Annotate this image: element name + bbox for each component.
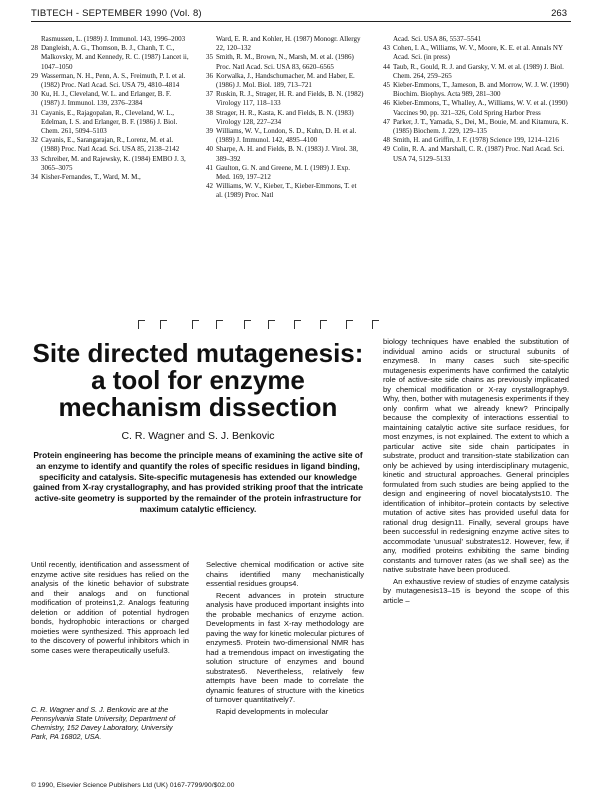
reference-text: Ku, H. J., Cleveland, W. L. and Erlanger, B. F. (1987) J. Immunol. 139, 2376–2384 xyxy=(41,90,172,108)
reference-text: Wasserman, N. H., Penn, A. S., Freimuth, P. I. et al. (1982) Proc. Natl Acad. Sci. USA 79, 4810–4814 xyxy=(41,71,186,90)
reference-text: Cohen, I. A., Williams, W. V., Moore, K. E. et al. Annals NY Acad. Sci. (in press) xyxy=(393,44,563,62)
reference-text: Cayanis, E., Rajagopalan, R., Cleveland, W. L., Edelman, I. S. and Erlanger, B. F. (1986) J. Biol. Chem. 261, 5094–5103 xyxy=(41,108,178,136)
reference-item xyxy=(31,72,189,90)
article-title: Site directed mutagenesis: a tool for enzyme mechanism dissection xyxy=(32,338,364,422)
reference-number: 32 xyxy=(31,136,38,145)
reference-text: Smith, H. and Griffin, J. F. (1978) Science 199, 1214–1216 xyxy=(393,136,559,145)
body-column-3 xyxy=(383,337,569,607)
reference-item xyxy=(31,155,189,173)
reference-item xyxy=(383,44,569,62)
journal-name: TIBTECH - SEPTEMBER 1990 (Vol. 8) xyxy=(31,8,202,19)
reference-text: Colin, R. A. and Marshall, C. R. (1987) Proc. Natl Acad. Sci. USA 74, 5129–5133 xyxy=(393,145,565,163)
reference-number: 36 xyxy=(206,71,213,80)
reference-text: Ward, E. R. and Kohler, H. (1987) Monogr. Allergy 22, 120–132 xyxy=(216,35,361,53)
reference-text: Rasmussen, L. (1989) J. Immunol. 143, 1996–2003 xyxy=(41,35,186,43)
page-number: 263 xyxy=(551,8,567,19)
body-column-2 xyxy=(206,560,364,718)
author-affiliation: C. R. Wagner and S. J. Benkovic are at the Pennsylvania State University, Department of Chemistry, 152 Davey Laboratory, University Park, PA 16802, USA. xyxy=(31,705,176,741)
reference-item xyxy=(206,53,364,71)
reference-item xyxy=(383,145,569,163)
body-paragraph: biology techniques have enabled the substitution of individual amino acids or structural subunits of enzymes8. In many cases such site-specific mutagenesis experiments have confirmed the catalytic role of active-site side chains as previously implicated by chemical modification or X-ray crystallography9. Why, then, bother with mutagenesis experiments if they only confirm what we already knew? Principally because the complexity of interactions essential to maintaining catalytic active site surface residues, for most enzymes, is not explained. The extent to which a particular active site side chain participates in substrate, product and transition-state stabilization can only be achieved by using interdisciplinary mutagenic, kinetic and structural approaches. General principles formulated from such studies are being applied to the design and engineering of novel biocatalysts10. The identification of inhibitor–protein contacts by selective mutation of active sites has provided useful data for rational drug design11. Finally, several groups have been successful in redesigning enzyme active sites to accommodate 'unusual' substrates12. However, few, if any, modified proteins exhibiting the same binding constants and turnover rates (as we shall see) as the native substrate have been produced. xyxy=(383,337,569,574)
section-divider-ticks xyxy=(138,320,438,330)
body-paragraph: Rapid developments in molecular xyxy=(216,706,329,716)
reference-item xyxy=(206,35,364,53)
body-paragraph: Selective chemical modification or active site chains identified many mechanistically essential residues groups4. xyxy=(206,560,364,588)
body-column-1 xyxy=(31,560,189,657)
reference-item xyxy=(206,145,364,163)
reference-text: Sharpe, A. H. and Fields, B. N. (1983) J. Virol. 38, 389–392 xyxy=(216,145,358,163)
reference-item xyxy=(206,164,364,182)
reference-text: Williams, W. V., Kieber, T., Kieber-Emmons, T. et al. (1989) Proc. Natl xyxy=(216,182,357,200)
reference-item xyxy=(31,35,189,44)
reference-item xyxy=(31,136,189,154)
body-paragraph: An exhaustive review of studies of enzyme catalysis by mutagenesis13–15 is beyond the scope of this article – xyxy=(383,576,569,605)
reference-text: Strager, H. R., Kasta, K. and Fields, B. N. (1983) Virology 128, 227–234 xyxy=(216,108,354,126)
reference-item xyxy=(31,44,189,72)
reference-number: 44 xyxy=(383,62,390,71)
reference-item xyxy=(383,81,569,99)
reference-item xyxy=(206,90,364,108)
reference-item xyxy=(383,35,569,44)
reference-number: 34 xyxy=(31,173,38,182)
reference-text: Kieber-Emmons, T., Whalley, A., Williams, W. V. et al. (1990) Vaccines 90, pp. 321–326, Cold Spring Harbor Press xyxy=(393,99,568,117)
reference-item xyxy=(206,182,364,200)
reference-text: Schreiber, M. and Rajewsky, K. (1984) EMBO J. 3, 3065–3075 xyxy=(41,154,186,172)
reference-number: 45 xyxy=(383,81,390,90)
reference-text: Taub, R., Gould, R. J. and Garsky, V. M. et al. (1989) J. Biol. Chem. 264, 259–265 xyxy=(393,62,564,80)
header-rule xyxy=(31,21,571,22)
reference-number: 28 xyxy=(31,44,38,53)
reference-text: Acad. Sci. USA 86, 5537–5541 xyxy=(393,35,482,43)
reference-number: 33 xyxy=(31,154,38,163)
reference-text: Parker, J. T., Yamada, S., Dei, M., Bouie, M. and Kitamura, K. (1985) Biochem. J. 229, 129–135 xyxy=(393,117,569,136)
reference-item xyxy=(383,63,569,81)
reference-text: Williams, W. V., London, S. D., Kuhn, D. H. et al. (1989) J. Immunol. 142, 4895–4100 xyxy=(216,127,357,145)
reference-text: Kisher-Fernandes, T., Ward, M. M., xyxy=(41,173,141,182)
reference-number: 41 xyxy=(206,163,213,172)
reference-number: 48 xyxy=(383,136,390,145)
reference-number: 49 xyxy=(383,145,390,154)
reference-column-3 xyxy=(383,35,569,164)
reference-text: Kieber-Emmons, T., Jameson, B. and Morrow, W. J. W. (1990) Biochim. Biophys. Acta 989, 281–300 xyxy=(393,81,569,99)
reference-number: 43 xyxy=(383,44,390,53)
reference-number: 47 xyxy=(383,117,390,126)
reference-item xyxy=(383,99,569,117)
reference-item xyxy=(206,127,364,145)
reference-item xyxy=(31,90,189,108)
copyright-footer: © 1990, Elsevier Science Publishers Ltd (UK) 0167-7799/90/$02.00 xyxy=(31,782,235,789)
reference-text: Korwalka, J., Handschumacher, M. and Haber, E. (1986) J. Mol. Biol. 189, 713–721 xyxy=(216,71,355,90)
article-abstract: Protein engineering has become the principle means of examining the active site of an enzyme to identify and quantify the roles of specific residues in ligand binding, specificity and catalysis. Site-specific mutagenesis has extended our knowledge gained from X-ray crystallography, and has provided striking proof that the intricate active-site geometry is supported by the remainder of the protein infrastructure for maximum catalytic efficiency. xyxy=(33,450,363,514)
reference-item xyxy=(206,109,364,127)
reference-number: 29 xyxy=(31,71,38,80)
reference-number: 46 xyxy=(383,99,390,108)
reference-text: Smith, R. M., Brown, N., Marsh, M. et al. (1986) Proc. Natl Acad. Sci. USA 83, 6620–6565 xyxy=(216,53,354,71)
article-authors: C. R. Wagner and S. J. Benkovic xyxy=(121,430,275,442)
reference-text: Cayanis, E., Sarangarajan, R., Lorenz, M. et al. (1988) Proc. Natl Acad. Sci. USA 85, 2138–2142 xyxy=(41,136,180,154)
reference-item xyxy=(383,118,569,136)
reference-text: Dangleish, A. G., Thomson, B. J., Chanh, T. C., Malkovsky, M. and Kennedy, R. C. (1987) Lancet ii, 1047–1050 xyxy=(41,44,189,71)
reference-item xyxy=(31,173,189,182)
reference-number: 31 xyxy=(31,108,38,117)
reference-number: 35 xyxy=(206,53,213,62)
reference-column-1 xyxy=(31,35,189,182)
reference-item xyxy=(206,72,364,90)
reference-number: 30 xyxy=(31,90,38,99)
reference-number: 37 xyxy=(206,90,213,99)
reference-number: 42 xyxy=(206,182,213,191)
reference-text: Ruskin, R. J., Strager, H. R. and Fields, B. N. (1982) Virology 117, 118–133 xyxy=(216,90,364,108)
body-paragraph: Until recently, identification and assessment of enzyme active site residues has relied on the analysis of the kinetic behavior of substrate and their analogs and on functional modification of proteins1,2. Analogs featuring deletion or addition of potential hydrogen bonds, hydrophobic interactions or charged moieties were synthesized. This approach led to the discovery of powerful inhibitors which in some cases were therapeutically useful3. xyxy=(31,560,189,655)
reference-item xyxy=(383,136,569,145)
reference-item xyxy=(31,109,189,137)
reference-number: 39 xyxy=(206,127,213,136)
reference-number: 38 xyxy=(206,108,213,117)
reference-text: Gaulton, G. N. and Greene, M. I. (1989) J. Exp. Med. 169, 197–212 xyxy=(216,163,350,182)
body-paragraph: Recent advances in protein structure analysis have produced important insights into the probable mechanics of enzyme action. Developments in fast X-ray methodology are paving the way for kinetic molecular pictures of enzymes5. Protein two-dimensional NMR has had a tremendous impact on investigating the solution structure of enzymes and bound substrates6. Nevertheless, relatively few attempts have been made to correlate the dynamic features of structure with the kinetics of turnover quantitatively7. xyxy=(206,590,364,704)
reference-column-2 xyxy=(206,35,364,201)
reference-number: 40 xyxy=(206,145,213,154)
